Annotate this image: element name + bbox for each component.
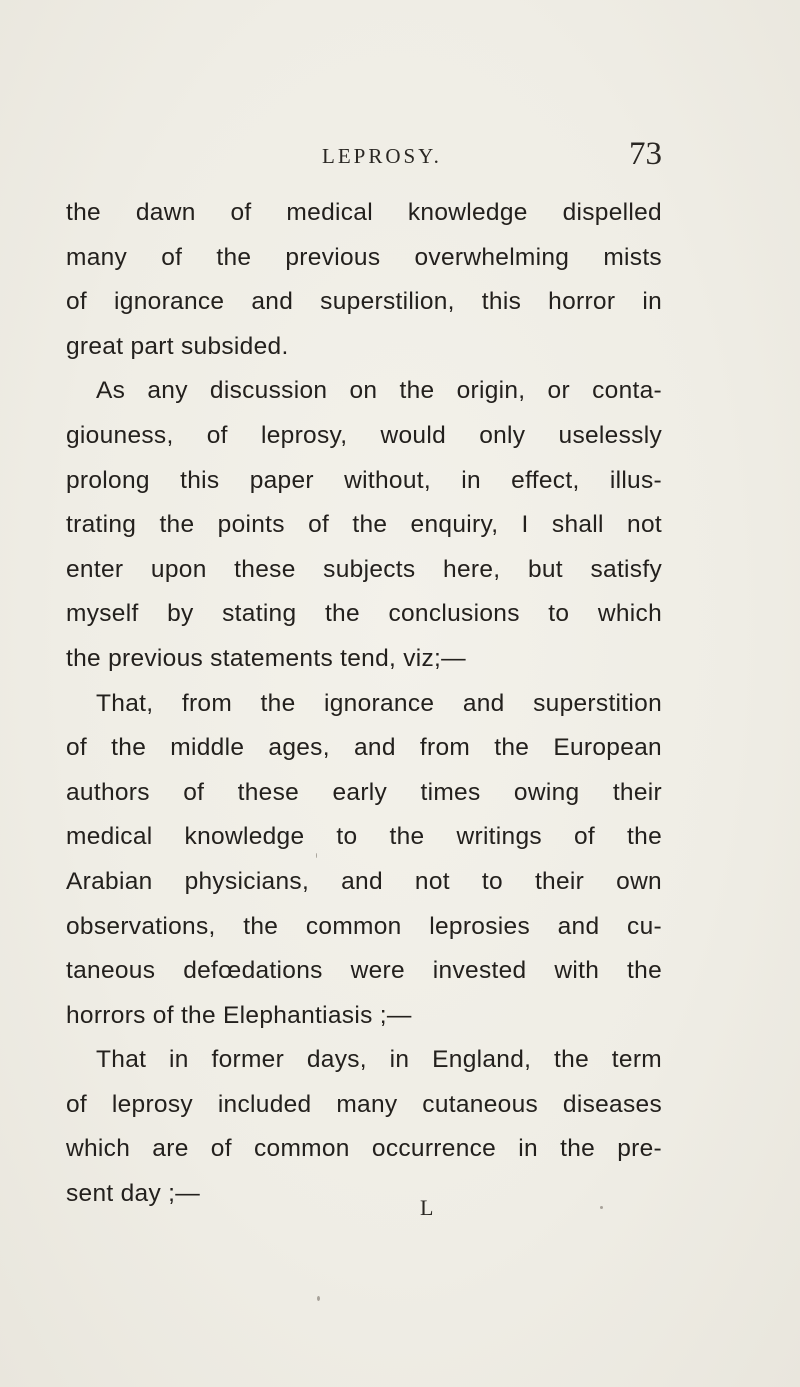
text-line: authors of these early times owing their (66, 778, 662, 806)
text-line: medical knowledge to the writings of the (66, 823, 662, 851)
text-line: horrors of the Elephantiasis ;— (66, 1001, 412, 1029)
signature-mark: L (420, 1195, 434, 1220)
text-line: great part subsided. (66, 332, 289, 360)
text-line: the previous statements tend, viz;— (66, 644, 466, 672)
text-line: enter upon these subjects here, but satisfy (66, 555, 662, 583)
text-line: myself by stating the conclusions to which (66, 600, 662, 628)
paper-speck (316, 853, 317, 858)
page-number: 73 (629, 136, 662, 172)
text-line: of the middle ages, and from the European (66, 734, 662, 762)
text-line: Arabian physicians, and not to their own (66, 867, 662, 895)
text-line: That in former days, in England, the term (96, 1046, 662, 1074)
paper-speck (600, 1206, 603, 1209)
text-line: sent day ;— (66, 1180, 201, 1208)
body-text (66, 191, 662, 1217)
paper-speck (317, 1296, 320, 1301)
text-line: of leprosy included many cutaneous diseases (66, 1090, 662, 1118)
text-line: prolong this paper without, in effect, illus- (66, 466, 662, 494)
text-line: That, from the ignorance and superstition (96, 689, 662, 717)
text-line: which are of common occurrence in the pre- (66, 1135, 662, 1163)
text-line: taneous defœdations were invested with the (66, 957, 662, 985)
text-line: trating the points of the enquiry, I shall not (66, 511, 662, 539)
running-title: LEPROSY. (322, 144, 442, 168)
text-line: As any discussion on the origin, or conta- (96, 377, 662, 405)
text-line: the dawn of medical knowledge dispelled (66, 199, 662, 226)
text-line: giouness, of leprosy, would only uselessly (66, 421, 662, 449)
running-head (66, 136, 662, 182)
text-line: of ignorance and superstilion, this horror in (66, 288, 662, 316)
text-line: many of the previous overwhelming mists (66, 243, 662, 271)
text-line: observations, the common leprosies and cu- (66, 912, 662, 940)
